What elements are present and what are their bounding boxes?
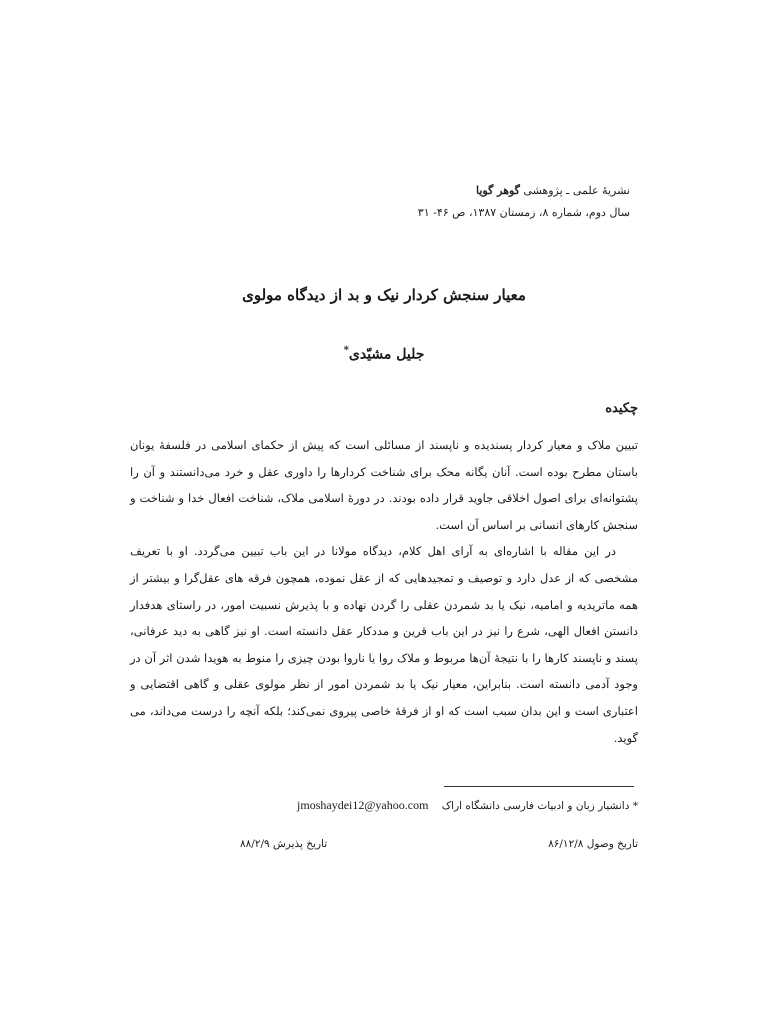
submission-dates — [130, 838, 638, 850]
abstract-paragraph-1: تبیین ملاک و معیار کردار پسندیده و ناپسند از مسائلی است که پیش از حکمای اسلامی در فلسفهٔ یونان باستان مطرح بوده است. آنان یگانه محک برای شناخت کردارها را داوری عقل و خرد می‌دانستند و آن را پشتوانه‌ای برای اصول اخلاقی جاوید قرار داده بودند. در دورهٔ اسلامی ملاک، شناخت افعال خدا و شناخت و سنجش کارهای انسانی بر اساس آن است. — [130, 438, 638, 532]
footnote — [130, 796, 638, 815]
footnote-mark: * — [632, 800, 638, 812]
article-author — [130, 345, 638, 363]
article-title: معیار سنجش کردار نیک و بد از دیدگاه مولوی — [242, 286, 526, 304]
journal-name-line — [130, 180, 630, 202]
footnote-divider — [444, 786, 634, 787]
footnote-affiliation: دانشیار زبان و ادبیات فارسی دانشگاه اراک — [441, 800, 630, 812]
received-date: تاریخ وصول ۸۶/۱۲/۸ — [548, 838, 638, 850]
author-footnote-mark: * — [343, 345, 349, 356]
author-email: jmoshaydei12@yahoo.com — [297, 798, 429, 812]
abstract-paragraph-2: در این مقاله با اشاره‌ای به آرای اهل کلام، دیدگاه مولانا در این باب تبیین می‌گردد. او با تعریف مشخصی که از عدل دارد و توصیف و تمجیدهایی که از عقل نموده، همچون فرقه های عقل‌گرا و بیشتر از همه ماتریدیه و امامیه، نیک یا بد شمردن عقلی را گردن نهاده و با پذیرش نسبیت امور، در راستای هدفدار دانستن افعال الهی، شرع را نیز در این باب قرین و مددکار عقل دانسته است. او نیز گاهی به دید عرفانی، پسند و ناپسند کارها را با نتیجهٔ آن‌ها مربوط و ملاک روا یا ناروا بودن چیزی را منوط به هویدا شدن اثر آن در وجود آدمی دانسته است. بنابراین، معیار نیک یا بد شمردن امور از نظر مولوی عقلی و گاهی اقتضایی و اعتباری است و این بدان سبب است که او از فرقهٔ خاصی پیروی نمی‌کند؛ بلکه آنچه را درست می‌داند، می گوید. — [130, 544, 638, 745]
journal-header — [130, 180, 630, 224]
abstract-body — [130, 432, 638, 751]
journal-type: نشریهٔ علمی ـ پژوهشی — [519, 184, 630, 197]
author-name: جلیل مشیّدی — [348, 346, 425, 363]
accepted-date: تاریخ پذیرش ۸۸/۲/۹ — [240, 838, 328, 850]
journal-name: گوهر گویا — [475, 184, 520, 197]
journal-issue-line: سال دوم، شماره ۸، زمستان ۱۳۸۷، ص ۴۶- ۳۱ — [417, 206, 630, 219]
abstract-heading: چکیده — [605, 401, 638, 416]
